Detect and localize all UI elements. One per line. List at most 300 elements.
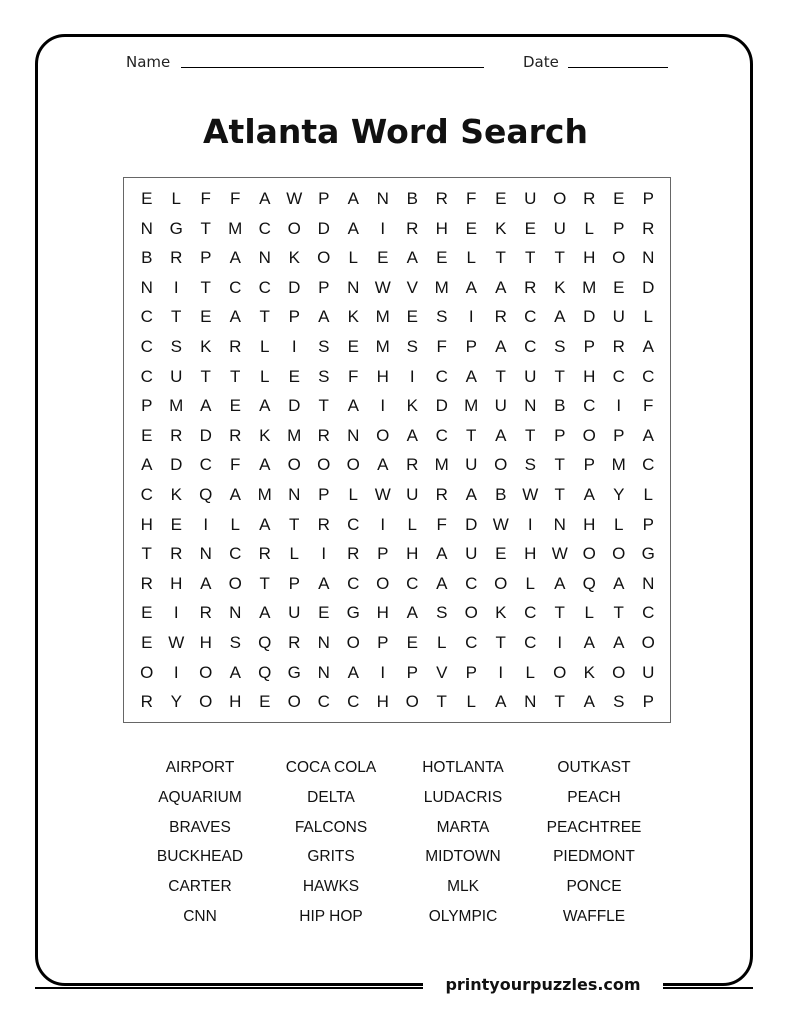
grid-letter[interactable]: H [376, 692, 389, 712]
grid-letter[interactable]: A [259, 396, 271, 416]
grid-letter[interactable]: K [170, 485, 182, 504]
grid-letter[interactable]: E [229, 396, 241, 416]
grid-letter[interactable]: R [494, 307, 507, 327]
grid-letter[interactable]: A [642, 425, 654, 445]
grid-letter[interactable]: N [140, 277, 153, 297]
grid-letter[interactable]: M [434, 455, 449, 475]
grid-letter[interactable]: A [141, 455, 153, 475]
grid-letter[interactable]: A [495, 337, 507, 356]
grid-letter[interactable]: T [554, 692, 565, 712]
grid-letter[interactable]: N [140, 218, 153, 238]
grid-letter[interactable]: Q [199, 485, 213, 504]
grid-letter[interactable]: O [287, 218, 301, 238]
grid-letter[interactable]: T [200, 277, 211, 297]
grid-letter[interactable]: L [584, 218, 594, 238]
grid-letter[interactable]: F [230, 455, 241, 475]
grid-letter[interactable]: O [199, 662, 213, 682]
grid-letter[interactable]: H [229, 692, 242, 712]
grid-letter[interactable]: N [524, 692, 537, 712]
grid-letter[interactable]: E [436, 248, 448, 268]
grid-letter[interactable]: P [377, 633, 389, 652]
grid-letter[interactable]: N [553, 514, 566, 534]
grid-letter[interactable]: N [642, 248, 655, 268]
grid-letter[interactable]: R [406, 218, 419, 238]
grid-letter[interactable]: D [465, 514, 478, 534]
grid-letter[interactable]: C [642, 603, 655, 623]
grid-letter[interactable]: L [525, 662, 535, 682]
grid-letter[interactable]: A [613, 633, 625, 652]
grid-letter[interactable]: D [435, 396, 448, 416]
grid-letter[interactable]: S [170, 337, 182, 356]
grid-letter[interactable]: A [495, 692, 507, 712]
grid-letter[interactable]: A [200, 573, 212, 593]
grid-letter[interactable]: A [583, 485, 595, 504]
grid-letter[interactable]: T [554, 603, 565, 623]
grid-letter[interactable]: K [406, 396, 418, 416]
grid-letter[interactable]: A [347, 218, 359, 238]
grid-letter[interactable]: I [203, 514, 209, 534]
grid-letter[interactable]: C [229, 277, 242, 297]
grid-letter[interactable]: O [317, 248, 331, 268]
grid-letter[interactable]: H [170, 573, 183, 593]
grid-letter[interactable]: O [464, 603, 478, 623]
grid-letter[interactable]: A [436, 544, 448, 564]
grid-letter[interactable]: L [348, 485, 358, 504]
grid-letter[interactable]: M [287, 425, 302, 445]
grid-letter[interactable]: C [524, 337, 537, 356]
grid-letter[interactable]: U [465, 455, 478, 475]
grid-letter[interactable]: O [405, 692, 419, 712]
grid-letter[interactable]: C [612, 366, 625, 386]
grid-letter[interactable]: K [347, 307, 359, 327]
grid-letter[interactable]: C [258, 277, 271, 297]
grid-letter[interactable]: A [465, 277, 477, 297]
grid-letter[interactable]: N [376, 189, 389, 208]
grid-letter[interactable]: L [230, 514, 240, 534]
grid-letter[interactable]: R [258, 544, 271, 564]
grid-letter[interactable]: S [436, 307, 448, 327]
grid-letter[interactable]: R [406, 455, 419, 475]
grid-letter[interactable]: E [141, 425, 153, 445]
grid-letter[interactable]: T [230, 366, 241, 386]
grid-letter[interactable]: W [492, 514, 509, 534]
grid-letter[interactable]: E [141, 189, 153, 208]
grid-letter[interactable]: A [406, 603, 418, 623]
grid-letter[interactable]: A [642, 337, 654, 356]
grid-letter[interactable]: A [406, 425, 418, 445]
grid-letter[interactable]: A [318, 307, 330, 327]
grid-letter[interactable]: I [380, 514, 386, 534]
grid-letter[interactable]: C [229, 544, 242, 564]
grid-letter[interactable]: U [642, 662, 655, 682]
grid-letter[interactable]: T [200, 366, 211, 386]
grid-letter[interactable]: Y [170, 692, 182, 712]
grid-letter[interactable]: M [464, 396, 479, 416]
grid-letter[interactable]: G [346, 603, 360, 623]
grid-letter[interactable]: P [141, 396, 153, 416]
grid-letter[interactable]: U [494, 396, 507, 416]
grid-letter[interactable]: A [259, 514, 271, 534]
grid-letter[interactable]: N [288, 485, 301, 504]
grid-letter[interactable]: S [613, 692, 625, 712]
grid-letter[interactable]: E [288, 366, 300, 386]
grid-letter[interactable]: R [288, 633, 301, 652]
grid-letter[interactable]: M [611, 455, 626, 475]
grid-letter[interactable]: A [495, 277, 507, 297]
grid-letter[interactable]: H [583, 248, 596, 268]
grid-letter[interactable]: A [347, 189, 359, 208]
grid-letter[interactable]: I [173, 277, 179, 297]
grid-letter[interactable]: T [554, 366, 565, 386]
grid-letter[interactable]: E [377, 248, 389, 268]
grid-letter[interactable]: T [259, 573, 270, 593]
grid-letter[interactable]: A [200, 396, 212, 416]
grid-letter[interactable]: O [494, 455, 508, 475]
grid-letter[interactable]: O [612, 662, 626, 682]
grid-letter[interactable]: E [406, 633, 418, 652]
grid-letter[interactable]: N [347, 277, 360, 297]
grid-letter[interactable]: I [380, 218, 386, 238]
grid-letter[interactable]: T [554, 248, 565, 268]
grid-letter[interactable]: U [465, 544, 478, 564]
grid-letter[interactable]: L [643, 307, 653, 327]
grid-letter[interactable]: L [289, 544, 299, 564]
grid-letter[interactable]: H [583, 366, 596, 386]
grid-letter[interactable]: H [140, 514, 153, 534]
grid-letter[interactable]: I [380, 662, 386, 682]
grid-letter[interactable]: R [140, 692, 153, 712]
grid-letter[interactable]: P [288, 573, 300, 593]
grid-letter[interactable]: E [259, 692, 271, 712]
grid-letter[interactable]: O [494, 573, 508, 593]
grid-letter[interactable]: U [524, 189, 537, 208]
grid-letter[interactable]: A [495, 425, 507, 445]
grid-letter[interactable]: P [642, 692, 654, 712]
grid-letter[interactable]: W [522, 485, 539, 504]
grid-letter[interactable]: A [318, 573, 330, 593]
grid-letter[interactable]: T [525, 425, 536, 445]
grid-letter[interactable]: K [495, 603, 507, 623]
grid-letter[interactable]: T [613, 603, 624, 623]
grid-letter[interactable]: N [199, 544, 212, 564]
grid-letter[interactable]: O [553, 662, 567, 682]
grid-letter[interactable]: M [434, 277, 449, 297]
grid-letter[interactable]: R [435, 485, 448, 504]
grid-letter[interactable]: P [406, 662, 418, 682]
grid-letter[interactable]: I [498, 662, 504, 682]
grid-letter[interactable]: C [524, 603, 537, 623]
grid-letter[interactable]: N [642, 573, 655, 593]
grid-letter[interactable]: D [288, 277, 301, 297]
grid-letter[interactable]: E [141, 603, 153, 623]
grid-letter[interactable]: D [170, 455, 183, 475]
grid-letter[interactable]: K [288, 248, 300, 268]
grid-letter[interactable]: D [583, 307, 596, 327]
grid-letter[interactable]: T [554, 485, 565, 504]
grid-letter[interactable]: C [642, 366, 655, 386]
grid-letter[interactable]: D [288, 396, 301, 416]
grid-letter[interactable]: A [347, 396, 359, 416]
grid-letter[interactable]: T [554, 455, 565, 475]
grid-letter[interactable]: C [465, 633, 478, 652]
grid-letter[interactable]: A [613, 573, 625, 593]
grid-letter[interactable]: O [228, 573, 242, 593]
grid-letter[interactable]: W [374, 277, 391, 297]
grid-letter[interactable]: M [375, 307, 390, 327]
grid-letter[interactable]: H [376, 603, 389, 623]
grid-letter[interactable]: N [317, 662, 330, 682]
grid-letter[interactable]: I [409, 366, 415, 386]
grid-letter[interactable]: T [495, 248, 506, 268]
grid-letter[interactable]: C [140, 337, 153, 356]
grid-letter[interactable]: P [554, 425, 566, 445]
grid-letter[interactable]: C [435, 366, 448, 386]
grid-letter[interactable]: C [524, 633, 537, 652]
grid-letter[interactable]: L [614, 514, 624, 534]
grid-letter[interactable]: P [642, 189, 654, 208]
grid-letter[interactable]: L [466, 692, 476, 712]
grid-letter[interactable]: R [612, 337, 625, 356]
grid-letter[interactable]: E [141, 633, 153, 652]
grid-letter[interactable]: B [554, 396, 566, 416]
grid-letter[interactable]: H [199, 633, 212, 652]
grid-letter[interactable]: C [347, 692, 360, 712]
grid-letter[interactable]: R [170, 425, 183, 445]
grid-letter[interactable]: T [466, 425, 477, 445]
grid-letter[interactable]: O [582, 425, 596, 445]
grid-letter[interactable]: T [495, 366, 506, 386]
grid-letter[interactable]: O [612, 544, 626, 564]
grid-letter[interactable]: E [318, 603, 330, 623]
grid-letter[interactable]: U [553, 218, 566, 238]
grid-letter[interactable]: F [436, 337, 447, 356]
grid-letter[interactable]: C [406, 573, 419, 593]
grid-letter[interactable]: O [612, 248, 626, 268]
grid-letter[interactable]: R [317, 514, 330, 534]
grid-letter[interactable]: F [436, 514, 447, 534]
grid-letter[interactable]: T [200, 218, 211, 238]
grid-letter[interactable]: A [583, 633, 595, 652]
grid-letter[interactable]: I [527, 514, 533, 534]
grid-letter[interactable]: R [140, 573, 153, 593]
grid-letter[interactable]: L [525, 573, 535, 593]
grid-letter[interactable]: O [376, 573, 390, 593]
grid-letter[interactable]: A [465, 366, 477, 386]
grid-letter[interactable]: C [347, 514, 360, 534]
grid-letter[interactable]: P [377, 544, 389, 564]
grid-letter[interactable]: Q [258, 633, 272, 652]
grid-letter[interactable]: A [436, 573, 448, 593]
grid-letter[interactable]: Q [258, 662, 272, 682]
grid-letter[interactable]: B [495, 485, 507, 504]
grid-letter[interactable]: K [200, 337, 212, 356]
grid-letter[interactable]: R [435, 189, 448, 208]
grid-letter[interactable]: O [140, 662, 154, 682]
grid-letter[interactable]: P [318, 277, 330, 297]
grid-letter[interactable]: O [199, 692, 213, 712]
grid-letter[interactable]: I [468, 307, 474, 327]
grid-letter[interactable]: F [200, 189, 211, 208]
grid-letter[interactable]: T [289, 514, 300, 534]
grid-letter[interactable]: K [583, 662, 595, 682]
grid-letter[interactable]: P [318, 485, 330, 504]
grid-letter[interactable]: L [260, 337, 270, 356]
grid-letter[interactable]: A [229, 485, 241, 504]
grid-letter[interactable]: H [524, 544, 537, 564]
grid-letter[interactable]: L [348, 248, 358, 268]
grid-letter[interactable]: D [199, 425, 212, 445]
grid-letter[interactable]: O [553, 189, 567, 208]
grid-letter[interactable]: R [583, 189, 596, 208]
grid-letter[interactable]: O [317, 455, 331, 475]
grid-letter[interactable]: A [259, 455, 271, 475]
grid-letter[interactable]: S [318, 337, 330, 356]
grid-letter[interactable]: L [437, 633, 447, 652]
grid-letter[interactable]: F [230, 189, 241, 208]
grid-letter[interactable]: N [317, 633, 330, 652]
grid-letter[interactable]: S [524, 455, 536, 475]
grid-letter[interactable]: I [291, 337, 297, 356]
grid-letter[interactable]: D [317, 218, 330, 238]
grid-letter[interactable]: R [317, 425, 330, 445]
grid-letter[interactable]: H [406, 544, 419, 564]
grid-letter[interactable]: T [259, 307, 270, 327]
grid-letter[interactable]: E [347, 337, 359, 356]
grid-letter[interactable]: U [612, 307, 625, 327]
grid-letter[interactable]: A [229, 662, 241, 682]
grid-letter[interactable]: G [287, 662, 301, 682]
grid-letter[interactable]: A [347, 662, 359, 682]
grid-letter[interactable]: N [524, 396, 537, 416]
grid-letter[interactable]: E [613, 189, 625, 208]
grid-letter[interactable]: I [616, 396, 622, 416]
grid-letter[interactable]: W [374, 485, 391, 504]
grid-letter[interactable]: F [643, 396, 654, 416]
grid-letter[interactable]: T [525, 248, 536, 268]
grid-letter[interactable]: R [524, 277, 537, 297]
grid-letter[interactable]: S [436, 603, 448, 623]
grid-letter[interactable]: O [346, 455, 360, 475]
grid-letter[interactable]: C [347, 573, 360, 593]
grid-letter[interactable]: P [318, 189, 330, 208]
grid-letter[interactable]: C [524, 307, 537, 327]
grid-letter[interactable]: S [554, 337, 566, 356]
grid-letter[interactable]: E [495, 189, 507, 208]
grid-letter[interactable]: O [641, 633, 655, 652]
grid-letter[interactable]: H [435, 218, 448, 238]
grid-letter[interactable]: I [380, 396, 386, 416]
grid-letter[interactable]: M [228, 218, 243, 238]
grid-letter[interactable]: P [465, 662, 477, 682]
grid-letter[interactable]: I [173, 662, 179, 682]
grid-letter[interactable]: H [583, 514, 596, 534]
grid-letter[interactable]: F [348, 366, 359, 386]
grid-letter[interactable]: S [318, 366, 330, 386]
grid-letter[interactable]: L [260, 366, 270, 386]
grid-letter[interactable]: O [582, 544, 596, 564]
grid-letter[interactable]: C [199, 455, 212, 475]
grid-letter[interactable]: U [406, 485, 419, 504]
grid-letter[interactable]: B [141, 248, 153, 268]
grid-letter[interactable]: A [229, 307, 241, 327]
grid-letter[interactable]: K [495, 218, 507, 238]
grid-letter[interactable]: S [406, 337, 418, 356]
grid-letter[interactable]: C [140, 307, 153, 327]
grid-letter[interactable]: P [583, 455, 595, 475]
grid-letter[interactable]: E [406, 307, 418, 327]
grid-letter[interactable]: V [436, 662, 448, 682]
grid-letter[interactable]: K [259, 425, 271, 445]
grid-letter[interactable]: C [258, 218, 271, 238]
grid-letter[interactable]: A [554, 307, 566, 327]
grid-letter[interactable]: O [376, 425, 390, 445]
grid-letter[interactable]: M [169, 396, 184, 416]
grid-letter[interactable]: E [524, 218, 536, 238]
grid-letter[interactable]: E [495, 544, 507, 564]
grid-letter[interactable]: T [495, 633, 506, 652]
grid-letter[interactable]: K [554, 277, 566, 297]
grid-letter[interactable]: M [582, 277, 597, 297]
grid-letter[interactable]: C [583, 396, 596, 416]
grid-letter[interactable]: O [287, 455, 301, 475]
grid-letter[interactable]: R [170, 544, 183, 564]
grid-letter[interactable]: A [259, 603, 271, 623]
grid-letter[interactable]: S [229, 633, 241, 652]
grid-letter[interactable]: M [257, 485, 272, 504]
grid-letter[interactable]: A [406, 248, 418, 268]
grid-letter[interactable]: W [168, 633, 185, 652]
grid-letter[interactable]: N [258, 248, 271, 268]
grid-letter[interactable]: F [466, 189, 477, 208]
grid-letter[interactable]: P [613, 425, 625, 445]
grid-letter[interactable]: T [318, 396, 329, 416]
grid-letter[interactable]: R [229, 425, 242, 445]
grid-letter[interactable]: R [347, 544, 360, 564]
grid-letter[interactable]: N [229, 603, 242, 623]
grid-letter[interactable]: O [287, 692, 301, 712]
grid-letter[interactable]: I [321, 544, 327, 564]
grid-letter[interactable]: L [643, 485, 653, 504]
grid-letter[interactable]: R [170, 248, 183, 268]
grid-letter[interactable]: P [200, 248, 212, 268]
grid-letter[interactable]: U [288, 603, 301, 623]
grid-letter[interactable]: E [200, 307, 212, 327]
grid-letter[interactable]: E [465, 218, 477, 238]
grid-letter[interactable]: C [435, 425, 448, 445]
grid-letter[interactable]: T [171, 307, 182, 327]
grid-letter[interactable]: C [140, 366, 153, 386]
grid-letter[interactable]: A [229, 248, 241, 268]
grid-letter[interactable]: C [317, 692, 330, 712]
grid-letter[interactable]: N [347, 425, 360, 445]
grid-letter[interactable]: V [406, 277, 418, 297]
grid-letter[interactable]: P [288, 307, 300, 327]
grid-letter[interactable]: R [229, 337, 242, 356]
grid-letter[interactable]: L [171, 189, 181, 208]
grid-letter[interactable]: L [466, 248, 476, 268]
grid-letter[interactable]: R [199, 603, 212, 623]
grid-letter[interactable]: I [173, 603, 179, 623]
grid-letter[interactable]: U [524, 366, 537, 386]
grid-letter[interactable]: D [642, 277, 655, 297]
grid-letter[interactable]: T [141, 544, 152, 564]
grid-letter[interactable]: P [583, 337, 595, 356]
grid-letter[interactable]: A [259, 189, 271, 208]
grid-letter[interactable]: L [407, 514, 417, 534]
grid-letter[interactable]: E [170, 514, 182, 534]
grid-letter[interactable]: G [169, 218, 183, 238]
grid-letter[interactable]: C [642, 455, 655, 475]
